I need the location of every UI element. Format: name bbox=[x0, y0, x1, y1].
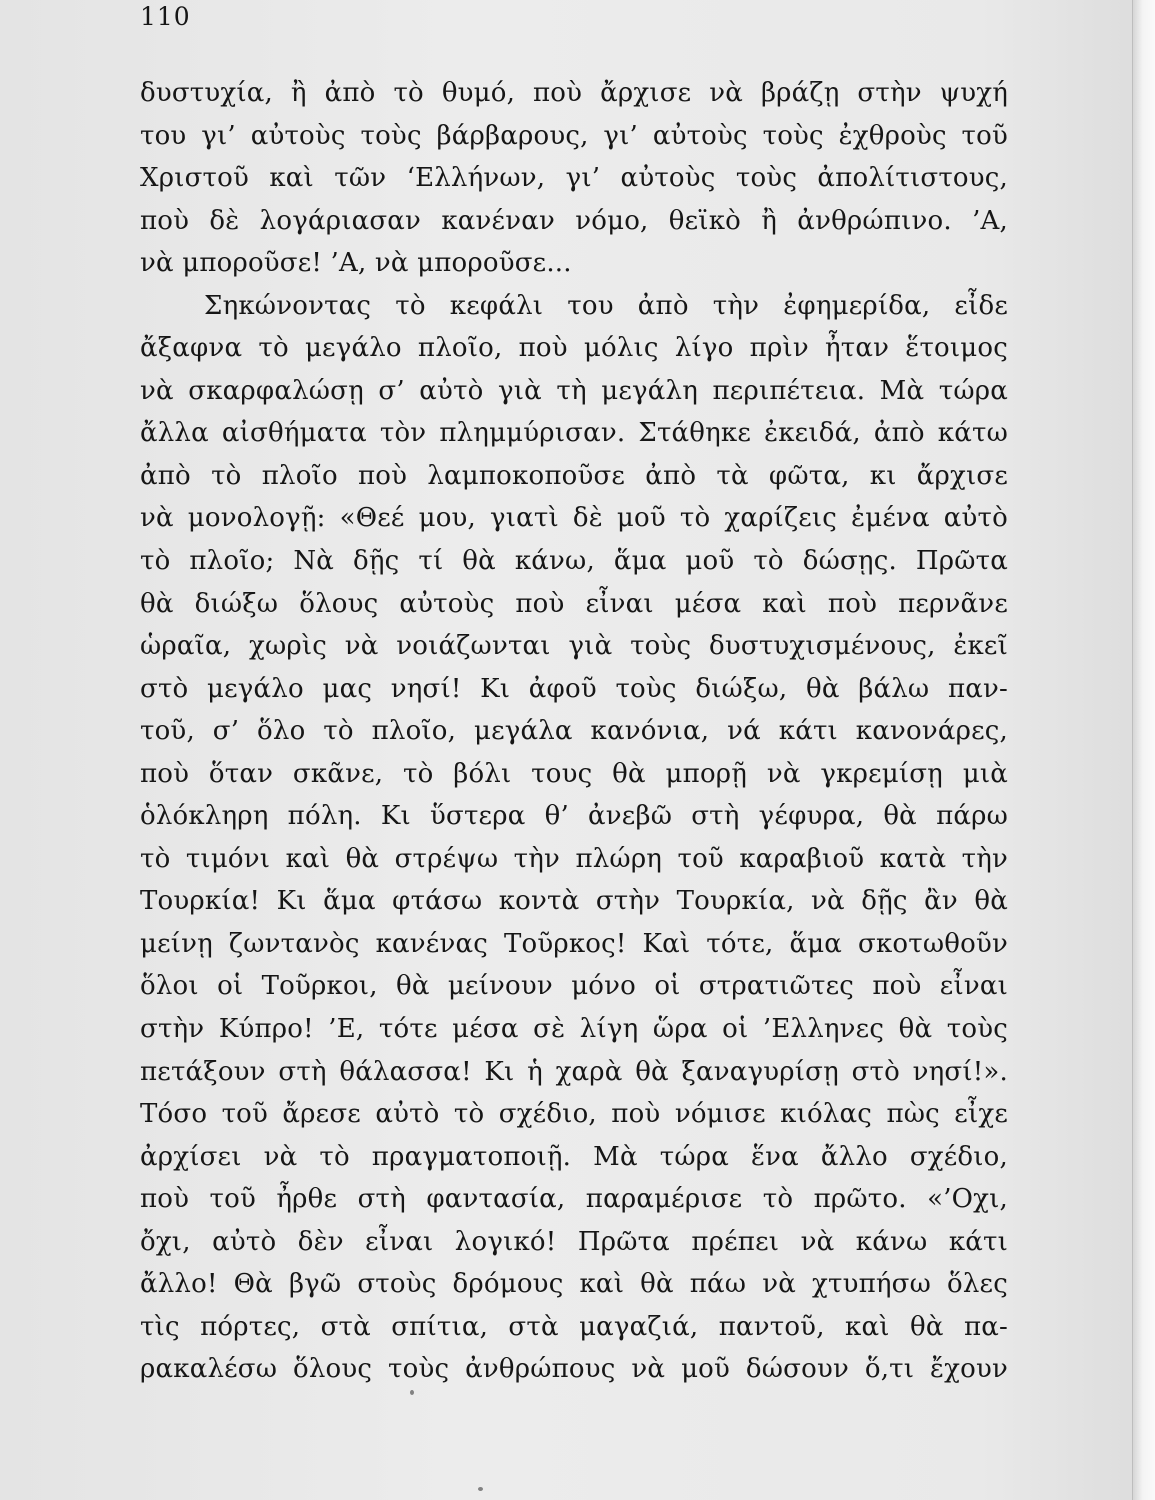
text-line: ἄξαφνα τὸ μεγάλο πλοῖο, ποὺ μόλις λίγο πρὶν ἦταν ἕτοιμος bbox=[140, 333, 1008, 364]
text-line: Σηκώνοντας τὸ κεφάλι του ἀπὸ τὴν ἐφημερίδα, εἶδε bbox=[204, 290, 1008, 321]
text-line: νὰ μονολογῇ: «Θεέ μου, γιατὶ δὲ μοῦ τὸ χαρίζεις ἐμένα αὐτὸ bbox=[140, 503, 1008, 534]
text-line: ποὺ ὅταν σκᾶνε, τὸ βόλι τους θὰ μπορῇ νὰ γκρεμίσῃ μιὰ bbox=[140, 758, 1008, 789]
text-line: τὶς πόρτες, στὰ σπίτια, στὰ μαγαζιά, παντοῦ, καὶ θὰ πα- bbox=[140, 1311, 1008, 1342]
text-line: θὰ διώξω ὅλους αὐτοὺς ποὺ εἶναι μέσα καὶ ποὺ περνᾶνε bbox=[140, 588, 1008, 619]
text-line: ἄλλα αἰσθήματα τὸν πλημμύρισαν. Στάθηκε ἐκειδά, ἀπὸ κάτω bbox=[140, 418, 1008, 449]
text-line: μείνῃ ζωντανὸς κανένας Τοῦρκος! Καὶ τότε, ἅμα σκοτωθοῦν bbox=[140, 928, 1008, 959]
page-number: 110 bbox=[140, 2, 191, 31]
text-line: ὡραῖα, χωρὶς νὰ νοιάζωνται γιὰ τοὺς δυστυχισμένους, ἐκεῖ bbox=[140, 631, 1008, 662]
text-line: ὄχι, αὐτὸ δὲν εἶναι λογικό! Πρῶτα πρέπει νὰ κάνω κάτι bbox=[140, 1226, 1008, 1257]
text-line: τὸ πλοῖο; Νὰ δῇς τί θὰ κάνω, ἅμα μοῦ τὸ δώσῃς. Πρῶτα bbox=[140, 546, 1008, 577]
text-line: ὅλοι οἱ Τοῦρκοι, θὰ μείνουν μόνο οἱ στρατιῶτες ποὺ εἶναι bbox=[140, 971, 1008, 1002]
text-line: ποὺ δὲ λογάριασαν κανέναν νόμο, θεϊκὸ ἢ ἀνθρώπινο. ’Α, bbox=[140, 205, 1008, 236]
page-edge bbox=[1132, 0, 1155, 1500]
text-line: νὰ μποροῦσε! ’Α, νὰ μποροῦσε... bbox=[140, 248, 572, 279]
print-speck bbox=[410, 1390, 414, 1395]
text-line: του γι’ αὐτοὺς τοὺς βάρβαρους, γι’ αὐτοὺς τοὺς ἐχθροὺς τοῦ bbox=[140, 120, 1008, 151]
text-line: τοῦ, σ’ ὅλο τὸ πλοῖο, μεγάλα κανόνια, νά κάτι κανονάρες, bbox=[140, 716, 1008, 747]
text-line: στὴν Κύπρο! ’Ε, τότε μέσα σὲ λίγη ὥρα οἱ ’Ελληνες θὰ τοὺς bbox=[140, 1014, 1008, 1045]
text-line: ρακαλέσω ὅλους τοὺς ἀνθρώπους νὰ μοῦ δώσουν ὅ,τι ἔχουν bbox=[140, 1354, 1008, 1385]
text-line: ὁλόκληρη πόλη. Κι ὕστερα θ’ ἀνεβῶ στὴ γέφυρα, θὰ πάρω bbox=[140, 801, 1008, 832]
text-line: Τουρκία! Κι ἅμα φτάσω κοντὰ στὴν Τουρκία, νὰ δῇς ἂν θὰ bbox=[140, 886, 1008, 917]
text-line: δυστυχία, ἢ ἀπὸ τὸ θυμό, ποὺ ἄρχισε νὰ βράζῃ στὴν ψυχή bbox=[140, 78, 1008, 108]
text-line: πετάξουν στὴ θάλασσα! Κι ἡ χαρὰ θὰ ξαναγυρίσῃ στὸ νησί!». bbox=[140, 1056, 1008, 1087]
text-line: ἀρχίσει νὰ τὸ πραγματοποιῇ. Μὰ τώρα ἕνα ἄλλο σχέδιο, bbox=[140, 1141, 1008, 1172]
body-text bbox=[140, 72, 1008, 1391]
text-line: Χριστοῦ καὶ τῶν ‘Ελλήνων, γι’ αὐτοὺς τοὺς ἀπολίτιστους, bbox=[140, 163, 1008, 194]
text-line: ποὺ τοῦ ἦρθε στὴ φαντασία, παραμέρισε τὸ πρῶτο. «’Οχι, bbox=[140, 1184, 1008, 1215]
print-speck bbox=[478, 1487, 483, 1491]
text-line: ἄλλο! Θὰ βγῶ στοὺς δρόμους καὶ θὰ πάω νὰ χτυπήσω ὅλες bbox=[140, 1269, 1008, 1300]
text-line: νὰ σκαρφαλώσῃ σ’ αὐτὸ γιὰ τὴ μεγάλη περιπέτεια. Μὰ τώρα bbox=[140, 375, 1008, 406]
text-line: τὸ τιμόνι καὶ θὰ στρέψω τὴν πλώρη τοῦ καραβιοῦ κατὰ τὴν bbox=[140, 843, 1008, 874]
text-line: στὸ μεγάλο μας νησί! Κι ἀφοῦ τοὺς διώξω, θὰ βάλω παν- bbox=[140, 673, 1008, 704]
text-line: Τόσο τοῦ ἄρεσε αὐτὸ τὸ σχέδιο, ποὺ νόμισε κιόλας πὼς εἶχε bbox=[140, 1099, 1008, 1130]
text-line: ἀπὸ τὸ πλοῖο ποὺ λαμποκοποῦσε ἀπὸ τὰ φῶτα, κι ἄρχισε bbox=[140, 460, 1008, 491]
